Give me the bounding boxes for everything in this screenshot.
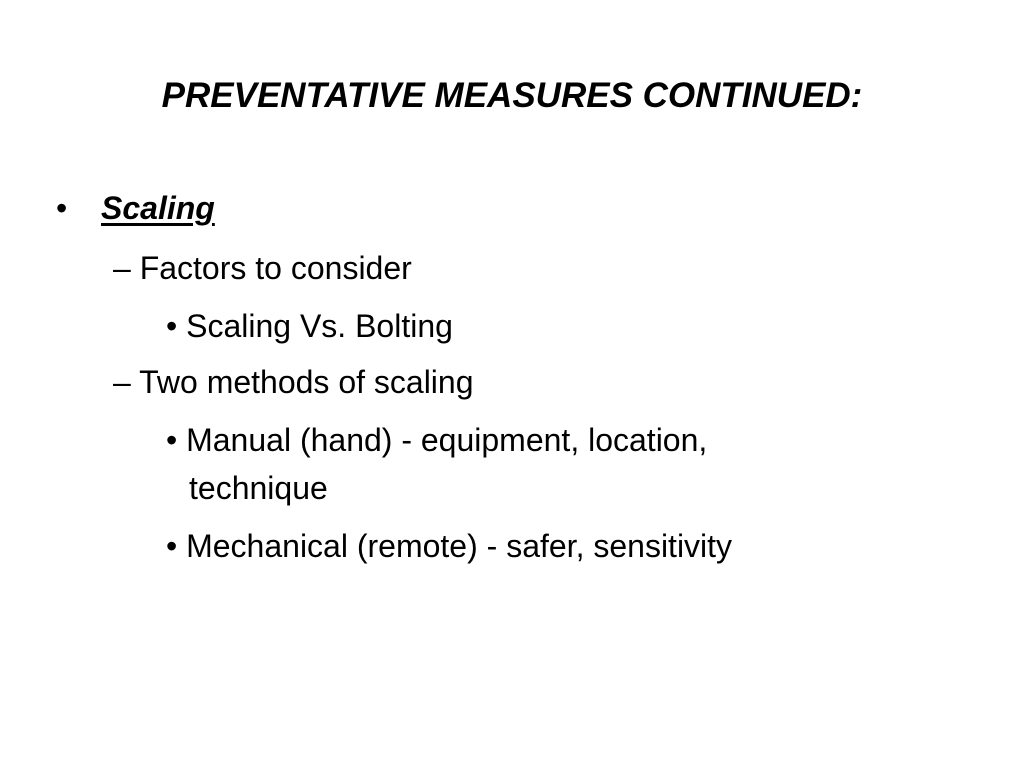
- list-item-text: Factors to consider: [139, 250, 412, 286]
- list-item-factors: [113, 248, 412, 288]
- sub-list-item-manual: [166, 420, 707, 460]
- list-item-text: Two methods of scaling: [139, 364, 474, 400]
- section-heading-scaling: Scaling: [101, 190, 215, 226]
- sub-bullet-marker: •: [166, 422, 178, 458]
- sub-bullet-marker: •: [166, 308, 178, 344]
- sub-list-item-text: technique: [189, 470, 328, 506]
- sub-list-item-text: Scaling Vs. Bolting: [186, 308, 453, 344]
- slide-title: PREVENTATIVE MEASURES CONTINUED:: [161, 76, 863, 115]
- dash-marker: –: [113, 250, 131, 286]
- list-item-two-methods: [113, 362, 474, 402]
- bullet-marker: •: [56, 190, 68, 226]
- sub-list-item-scaling-vs-bolting: [166, 306, 453, 346]
- sub-list-item-manual-continuation: [189, 468, 328, 508]
- sub-bullet-marker: •: [166, 528, 178, 564]
- sub-list-item-text: Manual (hand) - equipment, location,: [186, 422, 708, 458]
- sub-list-item-text: Mechanical (remote) - safer, sensitivity: [186, 528, 733, 564]
- dash-marker: –: [113, 364, 131, 400]
- sub-list-item-mechanical: [166, 526, 732, 566]
